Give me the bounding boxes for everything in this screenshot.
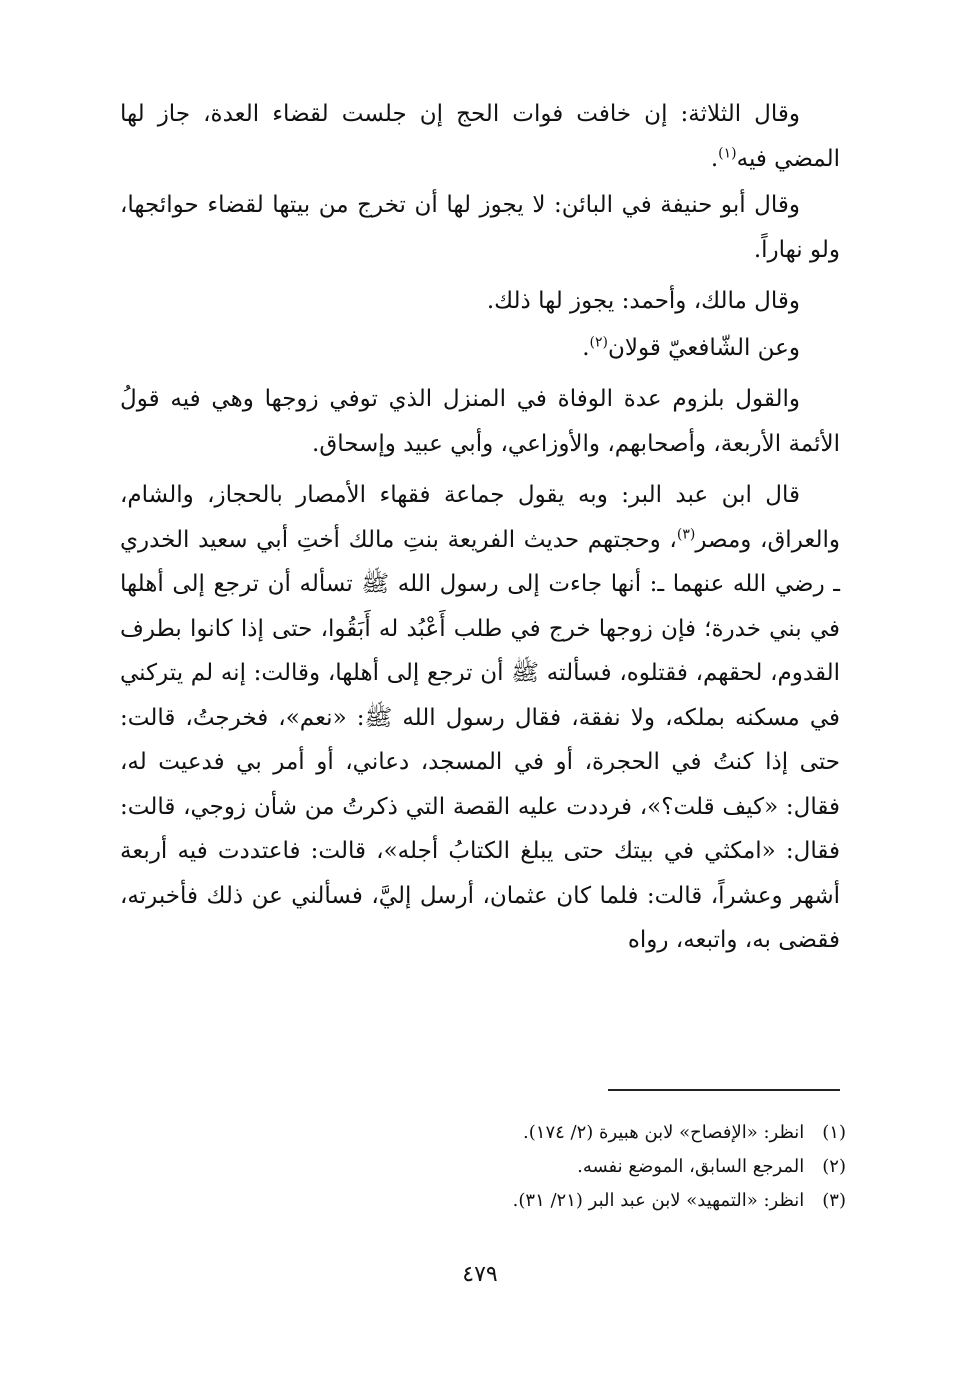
footnote-3 (120, 1184, 846, 1218)
footnote-ref-3: (٣) (676, 525, 696, 542)
paragraph-tail: . (582, 334, 590, 361)
footnote-2 (120, 1150, 846, 1184)
paragraph-tail: . (312, 430, 320, 457)
footnotes (120, 1116, 846, 1218)
paragraph-3 (120, 279, 840, 324)
paragraph-4 (120, 326, 840, 371)
paragraph-text: قال ابن عبد البر: وبه يقول جماعة فقهاء الأمصار بالحجاز، والشام، والعراق، ومصر (120, 482, 840, 553)
footnote-number: (٢) (822, 1156, 846, 1177)
footnote-1 (120, 1116, 846, 1150)
paragraph-2 (120, 183, 840, 272)
paragraph-tail: ، وحجتهم حديث الفريعة بنتِ مالك أختِ أبي سعيد الخدري ـ رضي الله عنهما ـ: أنها جاءت إلى رسول الله ﷺ تسأله أن ترجع إلى أهلها في بني خدرة؛ فإن زوجها خرج في طلب أَعْبُد له أَبَقُوا، حتى إذا كانوا بطرف القدوم، لحقهم، فقتلوه، فسألته ﷺ أن ترجع إلى أهلها، وقالت: إنه لم يتركني في مسكنه بملكه، ولا نفقة، فقال رسول الله ﷺ: «نعم»، فخرجتُ، قالت: حتى إذا كنتُ في الحجرة، أو في المسجد، دعاني، أو أمر بي فدعيت له، فقال: «كيف قلت؟»، فرددت عليه القصة التي ذكرتُ من شأن زوجي، قالت: فقال: «امكثي في بيتك حتى يبلغ الكتابُ أجله»، قالت: فاعتددت فيه أربعة أشهر وعشراً، قالت: فلما كان عثمان، أرسل إليَّ، فسألني عن ذلك فأخبرته، فقضى به، واتبعه، رواه (120, 526, 840, 953)
footnote-text: انظر: «الإفصاح» لابن هبيرة (٢/ ١٧٤). (523, 1122, 805, 1143)
paragraph-text: وقال مالك، وأحمد: يجوز لها ذلك (494, 288, 800, 314)
paragraph-1 (120, 92, 840, 181)
paragraph-text: وعن الشّافعيّ قولان (607, 334, 800, 361)
paragraph-text: وقال أبو حنيفة في البائن: لا يجوز لها أن تخرج من بيتها لقضاء حوائجها، ولو نهاراً (120, 192, 840, 263)
footnote-divider (608, 1089, 840, 1091)
paragraph-text: والقول بلزوم عدة الوفاة في المنزل الذي توفي زوجها وهي فيه قولُ الأئمة الأربعة، وأصحابهم، والأوزاعي، وأبي عبيد وإسحاق (120, 386, 840, 457)
paragraph-5 (120, 377, 840, 466)
paragraph-tail: . (753, 236, 762, 263)
footnote-ref-2: (٢) (589, 333, 608, 350)
footnote-text: المرجع السابق، الموضع نفسه. (577, 1156, 805, 1177)
paragraph-tail: . (486, 288, 495, 314)
page-number: ٤٧٩ (462, 1262, 498, 1287)
footnote-text: انظر: «التمهيد» لابن عبد البر (٢١/ ٣١). (512, 1190, 805, 1211)
footnote-ref-1: (١) (718, 144, 737, 161)
footnote-number: (٣) (822, 1190, 846, 1211)
paragraph-text: وقال الثلاثة: إن خافت فوات الحج إن جلست لقضاء العدة، جاز لها المضي فيه (120, 101, 840, 172)
footnote-number: (١) (822, 1122, 846, 1143)
main-text (120, 92, 840, 970)
paragraph-tail: . (710, 145, 719, 172)
paragraph-6 (120, 473, 840, 963)
